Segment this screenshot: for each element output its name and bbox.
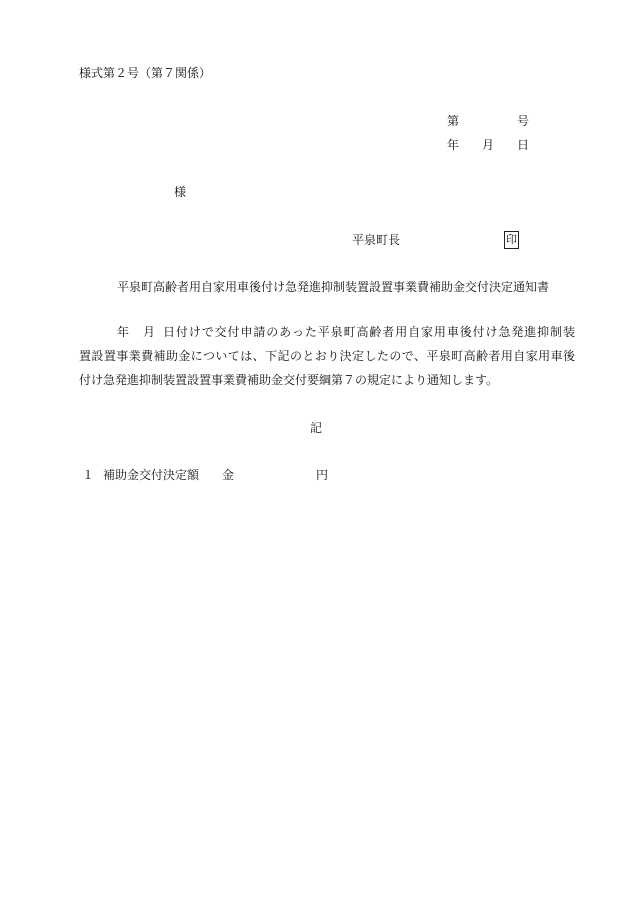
body-date-year: 年 xyxy=(117,325,130,339)
record-heading: 記 xyxy=(310,421,323,435)
addressee-honorific: 様 xyxy=(174,185,187,199)
item-amount-prefix: 金 xyxy=(222,468,235,482)
seal-mark: 印 xyxy=(504,231,519,249)
document-title: 平泉町高齢者用自家用車後付け急発進抑制装置設置事業費補助金交付決定通知書 xyxy=(117,280,550,294)
item-label: 補助金交付決定額 xyxy=(103,468,200,482)
date-day: 日 xyxy=(517,138,530,152)
body-date-month: 月 xyxy=(143,325,156,339)
item-number: １ xyxy=(82,468,95,482)
body-line-3: 付け急発進抑制装置設置事業費補助金交付要綱第７の規定により通知します。 xyxy=(79,373,499,387)
date-month: 月 xyxy=(482,138,495,152)
date-year: 年 xyxy=(447,138,460,152)
doc-number-suffix: 号 xyxy=(517,114,530,128)
doc-number-prefix: 第 xyxy=(447,114,460,128)
sender-name: 平泉町長 xyxy=(352,233,401,247)
body-line-1: 日付けで交付申請のあった平泉町高齢者用自家用車後付け急発進抑制装 xyxy=(163,325,575,339)
item-amount-unit: 円 xyxy=(316,468,329,482)
body-line-2: 置設置事業費補助金については、下記のとおり決定したので、平泉町高齢者用自家用車後 xyxy=(79,349,575,363)
form-number: 様式第２号（第７関係） xyxy=(79,66,212,80)
